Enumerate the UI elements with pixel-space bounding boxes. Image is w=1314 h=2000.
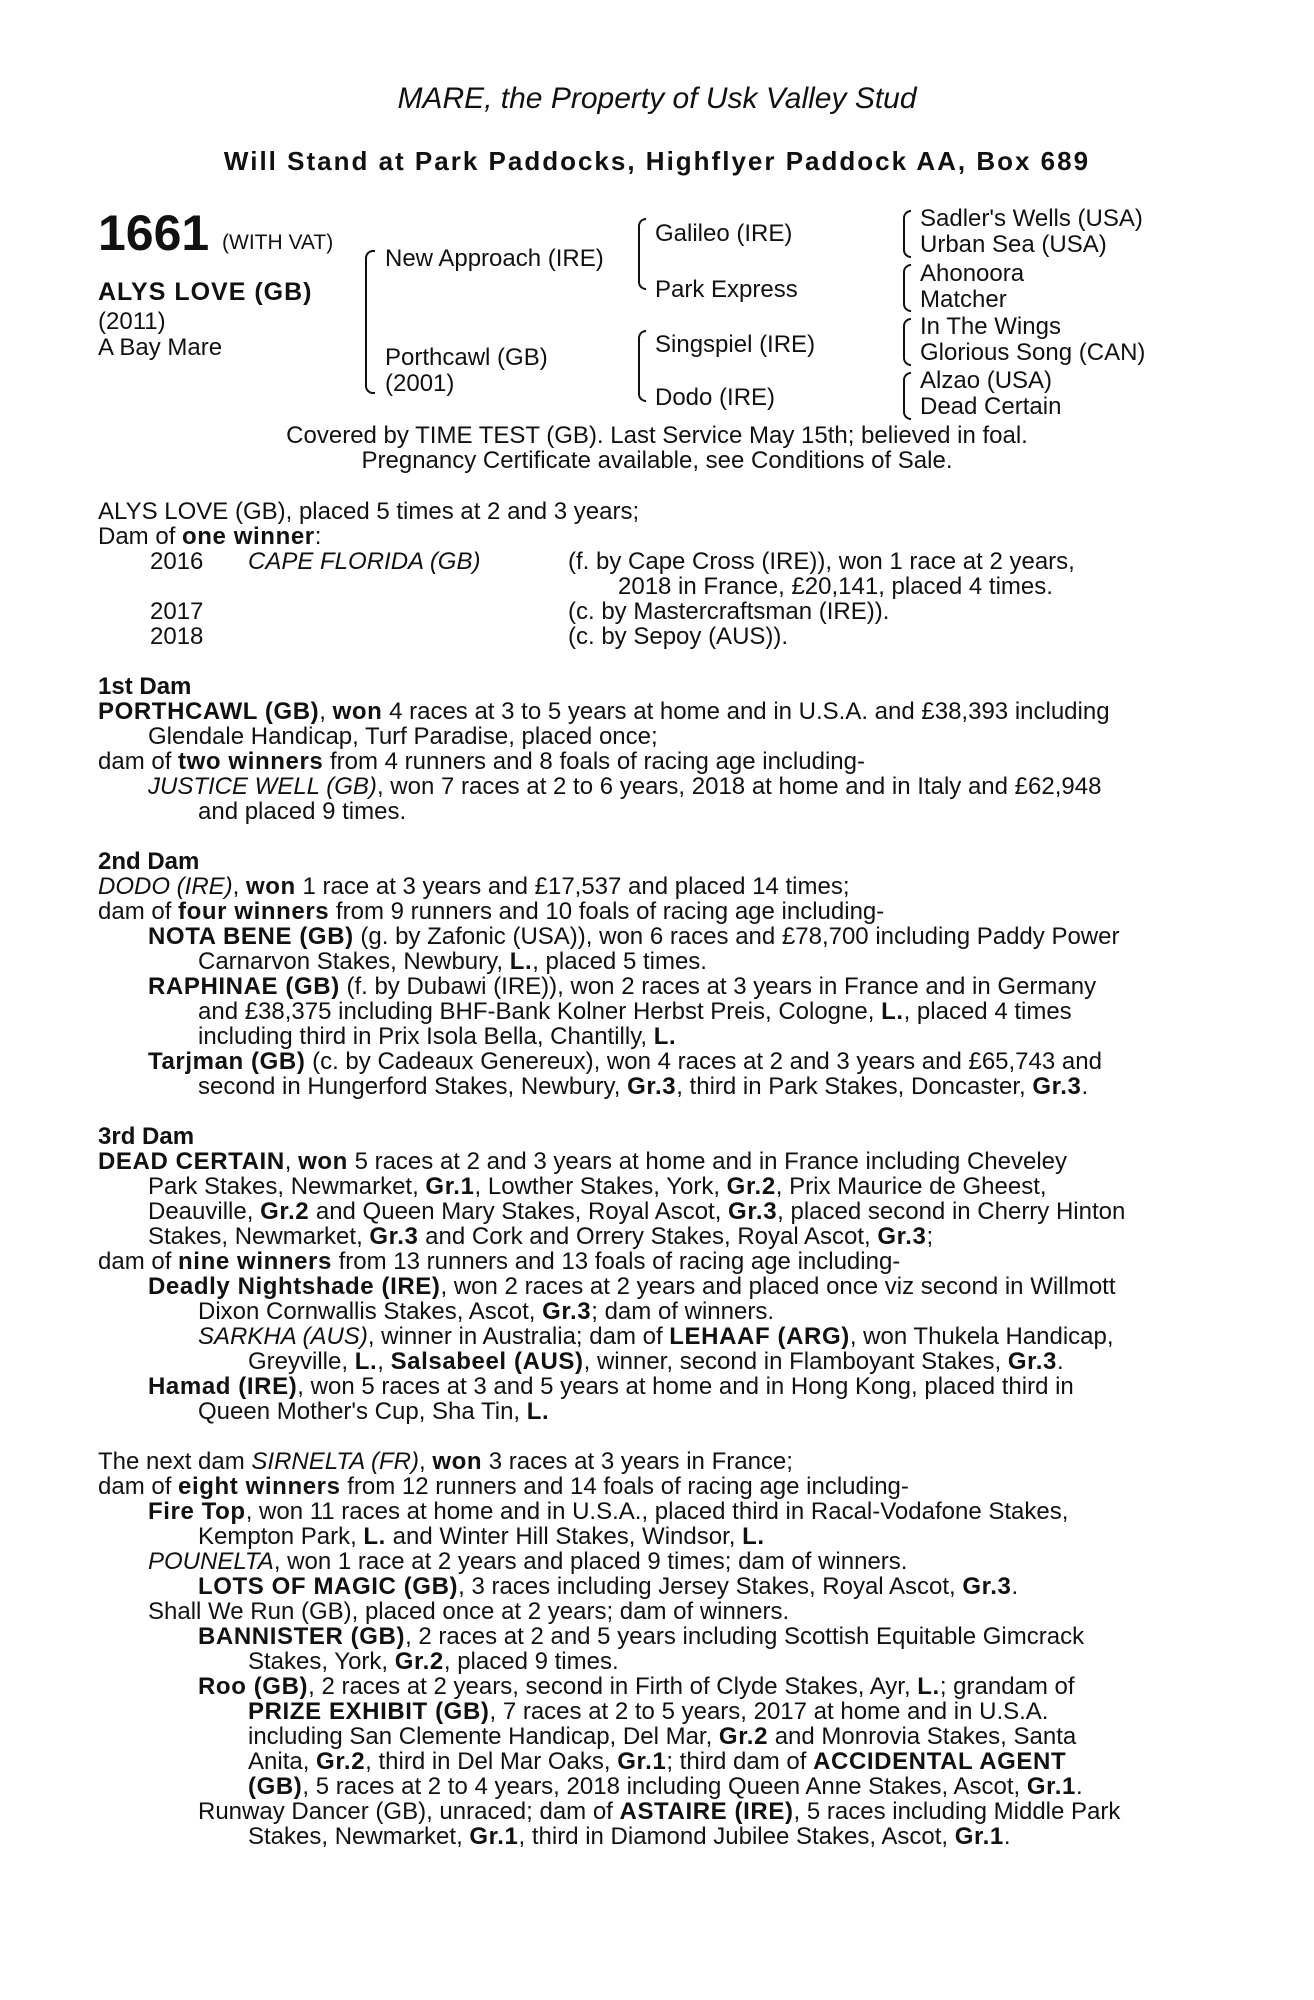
covered-note: Covered by TIME TEST (GB). Last Service May 15th; believed in foal. [286,422,1028,449]
pedigree-dam-dam: Dodo (IRE) [655,384,776,411]
produce-detail: (f. by Cape Cross (IRE)), won 1 race at 2 years, [568,548,1075,575]
first-dam-line: JUSTICE WELL (GB), won 7 races at 2 to 6 years, 2018 at home and in Italy and £62,948 [148,773,1102,800]
produce-detail: (c. by Mastercraftsman (IRE)). [568,598,890,625]
third-dam-heading: 3rd Dam [98,1123,195,1150]
first-dam-line: and placed 9 times. [198,798,407,825]
second-dam-line: NOTA BENE (GB) (g. by Zafonic (USA)), won 6 races and £78,700 including Paddy Power [148,923,1120,950]
next-dam-line: Anita, Gr.2, third in Del Mar Oaks, Gr.1; third dam of ACCIDENTAL AGENT [248,1748,1067,1775]
pedigree-dam-year: (2001) [385,370,455,397]
pregnancy-note: Pregnancy Certificate available, see Conditions of Sale. [361,447,953,474]
second-dam-line: RAPHINAE (GB) (f. by Dubawi (IRE)), won 2 races at 3 years in France and in Germany [148,973,1097,1000]
third-dam-line: Queen Mother's Cup, Sha Tin, L. [198,1398,550,1425]
next-dam-line: Kempton Park, L. and Winter Hill Stakes, Windsor, L. [198,1523,765,1550]
produce-year: 2016 [150,548,204,575]
third-dam-line: Deadly Nightshade (IRE), won 2 races at 2 years and placed once viz second in Willmott [148,1273,1116,1300]
pedigree-dam: Porthcawl (GB) [385,344,548,371]
produce-intro: ALYS LOVE (GB), placed 5 times at 2 and 3 years; [98,498,640,525]
next-dam-line: dam of eight winners from 12 runners and 14 foals of racing age including- [98,1473,909,1500]
pedigree-ss-sire: Sadler's Wells (USA) [920,205,1143,232]
next-dam-line: PRIZE EXHIBIT (GB), 7 races at 2 to 5 years, 2017 at home and in U.S.A. [248,1698,1049,1725]
second-dam-line: and £38,375 including BHF-Bank Kolner Herbst Preis, Cologne, L., placed 4 times [198,998,1072,1025]
third-dam-line: SARKHA (AUS), winner in Australia; dam of LEHAAF (ARG), won Thukela Handicap, [198,1323,1114,1350]
pedigree-dd-dam: Dead Certain [920,393,1062,420]
next-dam-line: Runway Dancer (GB), unraced; dam of ASTAIRE (IRE), 5 races including Middle Park [198,1798,1121,1825]
produce-year: 2018 [150,623,204,650]
horse-name: ALYS LOVE (GB) [98,278,313,306]
third-dam-line: Dixon Cornwallis Stakes, Ascot, Gr.3; dam of winners. [198,1298,774,1325]
first-dam-line: dam of two winners from 4 runners and 8 foals of racing age including- [98,748,865,775]
pedigree-sd-dam: Matcher [920,286,1007,313]
next-dam-line: POUNELTA, won 1 race at 2 years and placed 9 times; dam of winners. [148,1548,908,1575]
third-dam-line: Park Stakes, Newmarket, Gr.1, Lowther Stakes, York, Gr.2, Prix Maurice de Gheest, [148,1173,1047,1200]
pedigree-dam-sire: Singspiel (IRE) [655,331,816,358]
pedigree-brace [903,318,911,366]
third-dam-line: DEAD CERTAIN, won 5 races at 2 and 3 years at home and in France including Cheveley [98,1148,1067,1175]
next-dam-line: Stakes, Newmarket, Gr.1, third in Diamond Jubilee Stakes, Ascot, Gr.1. [248,1823,1011,1850]
second-dam-line: dam of four winners from 9 runners and 10 foals of racing age including- [98,898,885,925]
pedigree-sire-dam: Park Express [655,276,798,303]
second-dam-line: DODO (IRE), won 1 race at 3 years and £17,537 and placed 14 times; [98,873,850,900]
third-dam-line: Hamad (IRE), won 5 races at 3 and 5 years at home and in Hong Kong, placed third in [148,1373,1074,1400]
pedigree-dd-sire: Alzao (USA) [920,367,1053,394]
next-dam-line: Roo (GB), 2 races at 2 years, second in Firth of Clyde Stakes, Ayr, L.; grandam of [198,1673,1075,1700]
next-dam-line: Shall We Run (GB), placed once at 2 years; dam of winners. [148,1598,790,1625]
pedigree-sire-sire: Galileo (IRE) [655,220,793,247]
second-dam-line: including third in Prix Isola Bella, Chantilly, L. [198,1023,677,1050]
stand-location: Will Stand at Park Paddocks, Highflyer Paddock AA, Box 689 [223,146,1091,176]
pedigree-sire: New Approach (IRE) [385,245,604,272]
pedigree-ss-dam: Urban Sea (USA) [920,231,1107,258]
next-dam-line: The next dam SIRNELTA (FR), won 3 races at 3 years in France; [98,1448,793,1475]
second-dam-line: Carnarvon Stakes, Newbury, L., placed 5 times. [198,948,707,975]
second-dam-line: second in Hungerford Stakes, Newbury, Gr.3, third in Park Stakes, Doncaster, Gr.3. [198,1073,1089,1100]
pedigree-brace [903,372,911,420]
lot-number: 1661 [98,205,210,261]
first-dam-line: PORTHCAWL (GB), won 4 races at 3 to 5 years at home and in U.S.A. and £38,393 including [98,698,1110,725]
produce-detail: (c. by Sepoy (AUS)). [568,623,789,650]
third-dam-line: Deauville, Gr.2 and Queen Mary Stakes, Royal Ascot, Gr.3, placed second in Cherry Hinton [148,1198,1126,1225]
next-dam-line: (GB), 5 races at 2 to 4 years, 2018 including Queen Anne Stakes, Ascot, Gr.1. [248,1773,1083,1800]
pedigree-ds-dam: Glorious Song (CAN) [920,339,1146,366]
second-dam-heading: 2nd Dam [98,848,200,875]
catalogue-title: MARE, the Property of Usk Valley Stud [397,82,917,115]
first-dam-heading: 1st Dam [98,673,192,700]
next-dam-line: BANNISTER (GB), 2 races at 2 and 5 years including Scottish Equitable Gimcrack [198,1623,1085,1650]
third-dam-line: Stakes, Newmarket, Gr.3 and Cork and Orrery Stakes, Royal Ascot, Gr.3; [148,1223,934,1250]
next-dam-line: LOTS OF MAGIC (GB), 3 races including Jersey Stakes, Royal Ascot, Gr.3. [198,1573,1019,1600]
next-dam-line: Fire Top, won 11 races at home and in U.S.A., placed third in Racal-Vodafone Stakes, [148,1498,1069,1525]
vat-note: (WITH VAT) [222,231,334,254]
horse-year: (2011) [98,308,166,335]
third-dam-line: dam of nine winners from 13 runners and 13 foals of racing age including- [98,1248,901,1275]
first-dam-line: Glendale Handicap, Turf Paradise, placed once; [148,723,658,750]
produce-dam-of: Dam of one winner: [98,523,322,550]
pedigree-brace [903,210,911,258]
pedigree-brace [638,330,646,402]
pedigree-brace [365,250,375,394]
second-dam-line: Tarjman (GB) (c. by Cadeaux Genereux), won 4 races at 2 and 3 years and £65,743 and [148,1048,1102,1075]
produce-detail: 2018 in France, £20,141, placed 4 times. [618,573,1053,600]
next-dam-line: including San Clemente Handicap, Del Mar, Gr.2 and Monrovia Stakes, Santa [248,1723,1077,1750]
pedigree-sd-sire: Ahonoora [920,260,1025,287]
pedigree-brace [638,218,646,290]
third-dam-line: Greyville, L., Salsabeel (AUS), winner, second in Flamboyant Stakes, Gr.3. [248,1348,1064,1375]
produce-name: CAPE FLORIDA (GB) [248,548,481,575]
pedigree-brace [903,264,911,312]
produce-year: 2017 [150,598,204,625]
next-dam-line: Stakes, York, Gr.2, placed 9 times. [248,1648,619,1675]
pedigree-ds-sire: In The Wings [920,313,1061,340]
horse-description: A Bay Mare [98,334,223,361]
